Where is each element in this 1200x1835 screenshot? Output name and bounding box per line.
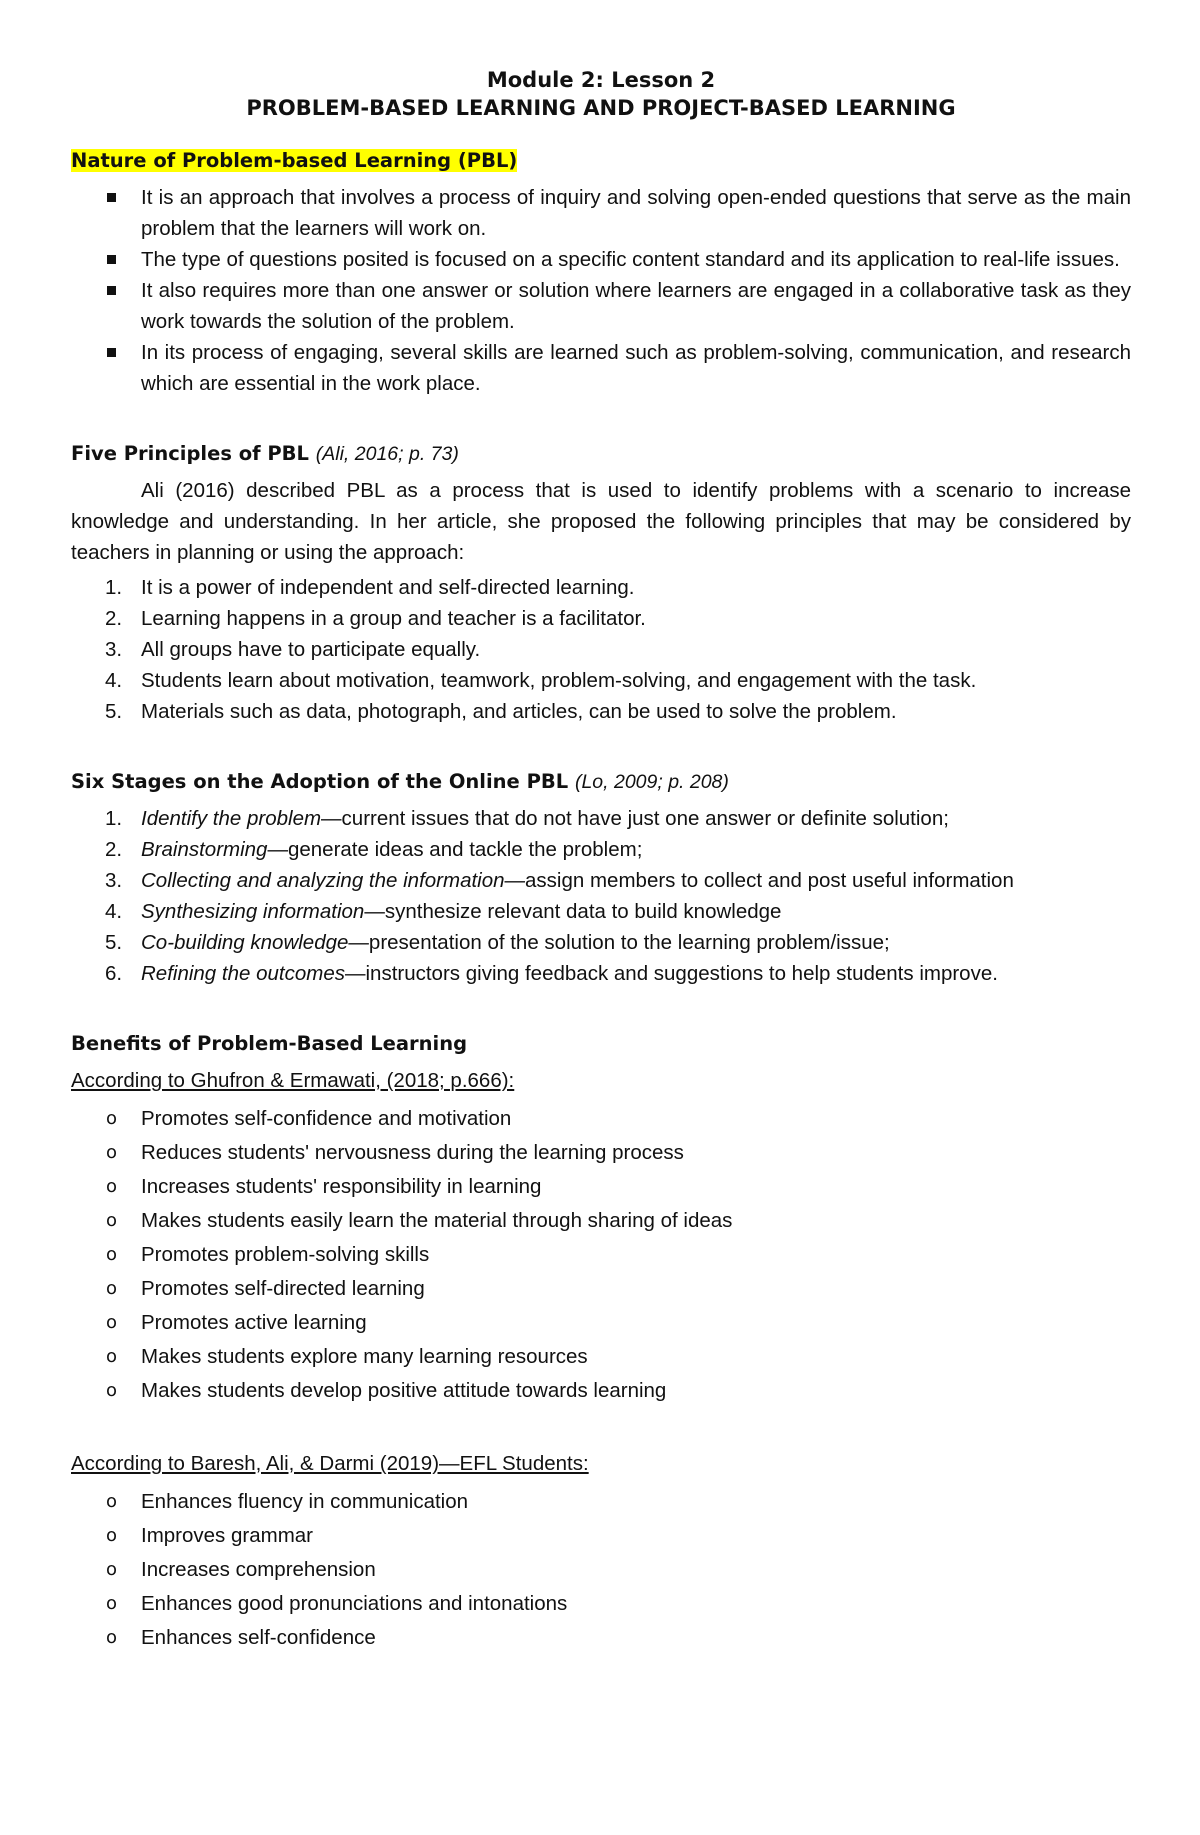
circle-bullet-icon: o bbox=[106, 1142, 118, 1163]
circle-bullet-icon: o bbox=[106, 1210, 118, 1231]
list-item bbox=[71, 1374, 1131, 1408]
list-item bbox=[71, 665, 1131, 696]
circle-bullet-icon: o bbox=[106, 1593, 118, 1614]
circle-bullet-icon: o bbox=[106, 1278, 118, 1299]
list-text: Makes students easily learn the material through sharing of ideas bbox=[141, 1209, 733, 1232]
list-item bbox=[71, 1204, 1131, 1238]
list-item bbox=[71, 634, 1131, 665]
nature-heading: Nature of Problem-based Learning (PBL) bbox=[71, 149, 518, 172]
stage-desc: —instructors giving feedback and suggestions to help students improve. bbox=[344, 962, 998, 985]
nature-list bbox=[71, 182, 1131, 399]
circle-bullet-icon: o bbox=[106, 1176, 118, 1197]
list-number: 5. bbox=[105, 700, 123, 723]
circle-bullet-icon: o bbox=[106, 1525, 118, 1546]
lesson-title: PROBLEM-BASED LEARNING AND PROJECT-BASED LEARNING bbox=[246, 96, 956, 120]
list-item bbox=[71, 1102, 1131, 1136]
stage-desc: —current issues that do not have just one answer or definite solution; bbox=[321, 807, 949, 830]
circle-bullet-icon: o bbox=[106, 1627, 118, 1648]
list-item bbox=[71, 1587, 1131, 1621]
list-text: Improves grammar bbox=[141, 1524, 314, 1547]
list-number: 2. bbox=[105, 838, 123, 861]
list-item bbox=[71, 834, 1131, 865]
principles-heading: Five Principles of PBL bbox=[71, 442, 309, 465]
stage-term: Identify the problem bbox=[141, 807, 322, 830]
principles-section bbox=[71, 441, 1131, 727]
stage-term: Refining the outcomes bbox=[141, 962, 345, 985]
principles-citation: (Ali, 2016; p. 73) bbox=[315, 443, 459, 465]
list-number: 4. bbox=[105, 669, 123, 692]
list-item: The type of questions posited is focused on a specific content standard and its application to real-life issues. bbox=[71, 244, 1131, 275]
list-text: Promotes active learning bbox=[141, 1311, 367, 1334]
circle-bullet-icon: o bbox=[106, 1312, 118, 1333]
stage-desc: —synthesize relevant data to build knowledge bbox=[364, 900, 782, 923]
circle-bullet-icon: o bbox=[106, 1380, 118, 1401]
list-text: Materials such as data, photograph, and articles, can be used to solve the problem. bbox=[141, 700, 897, 723]
stage-term: Synthesizing information bbox=[141, 900, 365, 923]
list-item bbox=[71, 696, 1131, 727]
list-text: All groups have to participate equally. bbox=[141, 638, 481, 661]
list-item bbox=[71, 865, 1131, 896]
list-item bbox=[71, 927, 1131, 958]
stage-desc: —generate ideas and tackle the problem; bbox=[267, 838, 643, 861]
document-page bbox=[71, 66, 1131, 1655]
list-item bbox=[71, 1621, 1131, 1655]
benefits-source-1: According to Ghufron & Ermawati, (2018; p.666): bbox=[71, 1069, 515, 1092]
benefits-list-1 bbox=[71, 1102, 1131, 1408]
list-text: Promotes self-directed learning bbox=[141, 1277, 425, 1300]
list-item bbox=[71, 1136, 1131, 1170]
list-item: It is an approach that involves a process of inquiry and solving open-ended questions that serve as the main problem that the learners will work on. bbox=[71, 182, 1131, 244]
list-item bbox=[71, 1340, 1131, 1374]
stage-term: Brainstorming bbox=[141, 838, 268, 861]
stages-section bbox=[71, 769, 1131, 989]
list-text: Promotes self-confidence and motivation bbox=[141, 1107, 512, 1130]
list-item: In its process of engaging, several skills are learned such as problem-solving, communication, and research which are essential in the work place. bbox=[71, 337, 1131, 399]
list-text: Increases comprehension bbox=[141, 1558, 376, 1581]
list-text: Makes students explore many learning resources bbox=[141, 1345, 588, 1368]
list-text: Enhances good pronunciations and intonations bbox=[141, 1592, 568, 1615]
benefits-section bbox=[71, 1031, 1131, 1655]
circle-bullet-icon: o bbox=[106, 1346, 118, 1367]
list-item bbox=[71, 1306, 1131, 1340]
list-item bbox=[71, 1238, 1131, 1272]
stage-desc: —assign members to collect and post useful information bbox=[504, 869, 1014, 892]
stages-heading: Six Stages on the Adoption of the Online PBL bbox=[71, 770, 569, 793]
nature-section bbox=[71, 148, 1131, 399]
list-text: Increases students' responsibility in learning bbox=[141, 1175, 542, 1198]
circle-bullet-icon: o bbox=[106, 1491, 118, 1512]
list-item bbox=[71, 896, 1131, 927]
list-text: Promotes problem-solving skills bbox=[141, 1243, 430, 1266]
circle-bullet-icon: o bbox=[106, 1559, 118, 1580]
list-number: 2. bbox=[105, 607, 123, 630]
stages-citation: (Lo, 2009; p. 208) bbox=[574, 771, 729, 793]
list-text: Makes students develop positive attitude towards learning bbox=[141, 1379, 667, 1402]
circle-bullet-icon: o bbox=[106, 1244, 118, 1265]
stage-desc: —presentation of the solution to the learning problem/issue; bbox=[348, 931, 890, 954]
list-item bbox=[71, 1485, 1131, 1519]
list-number: 5. bbox=[105, 931, 123, 954]
module-title: Module 2: Lesson 2 bbox=[486, 68, 716, 92]
list-item bbox=[71, 803, 1131, 834]
list-item bbox=[71, 603, 1131, 634]
stage-term: Collecting and analyzing the information bbox=[141, 869, 505, 892]
list-item bbox=[71, 1553, 1131, 1587]
principles-intro: Ali (2016) described PBL as a process that is used to identify problems with a scenario to increase knowledge and understanding. In her article, she proposed the following principles that may be considered by teachers in planning or using the approach: bbox=[71, 479, 1131, 564]
list-number: 6. bbox=[105, 962, 123, 985]
circle-bullet-icon: o bbox=[106, 1108, 118, 1129]
list-text: Enhances self-confidence bbox=[141, 1626, 376, 1649]
list-item bbox=[71, 1170, 1131, 1204]
stages-list bbox=[71, 803, 1131, 989]
list-text: Learning happens in a group and teacher is a facilitator. bbox=[141, 607, 646, 630]
benefits-heading: Benefits of Problem-Based Learning bbox=[71, 1032, 468, 1055]
list-item bbox=[71, 1519, 1131, 1553]
benefits-list-2 bbox=[71, 1485, 1131, 1655]
list-item bbox=[71, 1272, 1131, 1306]
list-item: It also requires more than one answer or solution where learners are engaged in a collaborative task as they work towards the solution of the problem. bbox=[71, 275, 1131, 337]
document-header bbox=[71, 66, 1131, 122]
list-text: It is a power of independent and self-directed learning. bbox=[141, 576, 635, 599]
list-text: Reduces students' nervousness during the learning process bbox=[141, 1141, 684, 1164]
list-number: 1. bbox=[105, 576, 123, 599]
benefits-source-2: According to Baresh, Ali, & Darmi (2019)—EFL Students: bbox=[71, 1452, 589, 1475]
list-item bbox=[71, 958, 1131, 989]
list-number: 1. bbox=[105, 807, 123, 830]
list-number: 3. bbox=[105, 869, 123, 892]
stage-term: Co-building knowledge bbox=[141, 931, 349, 954]
list-text: Students learn about motivation, teamwork, problem-solving, and engagement with the task. bbox=[141, 669, 977, 692]
list-text: Enhances fluency in communication bbox=[141, 1490, 469, 1513]
list-item bbox=[71, 572, 1131, 603]
list-number: 3. bbox=[105, 638, 123, 661]
principles-list bbox=[71, 572, 1131, 727]
list-number: 4. bbox=[105, 900, 123, 923]
